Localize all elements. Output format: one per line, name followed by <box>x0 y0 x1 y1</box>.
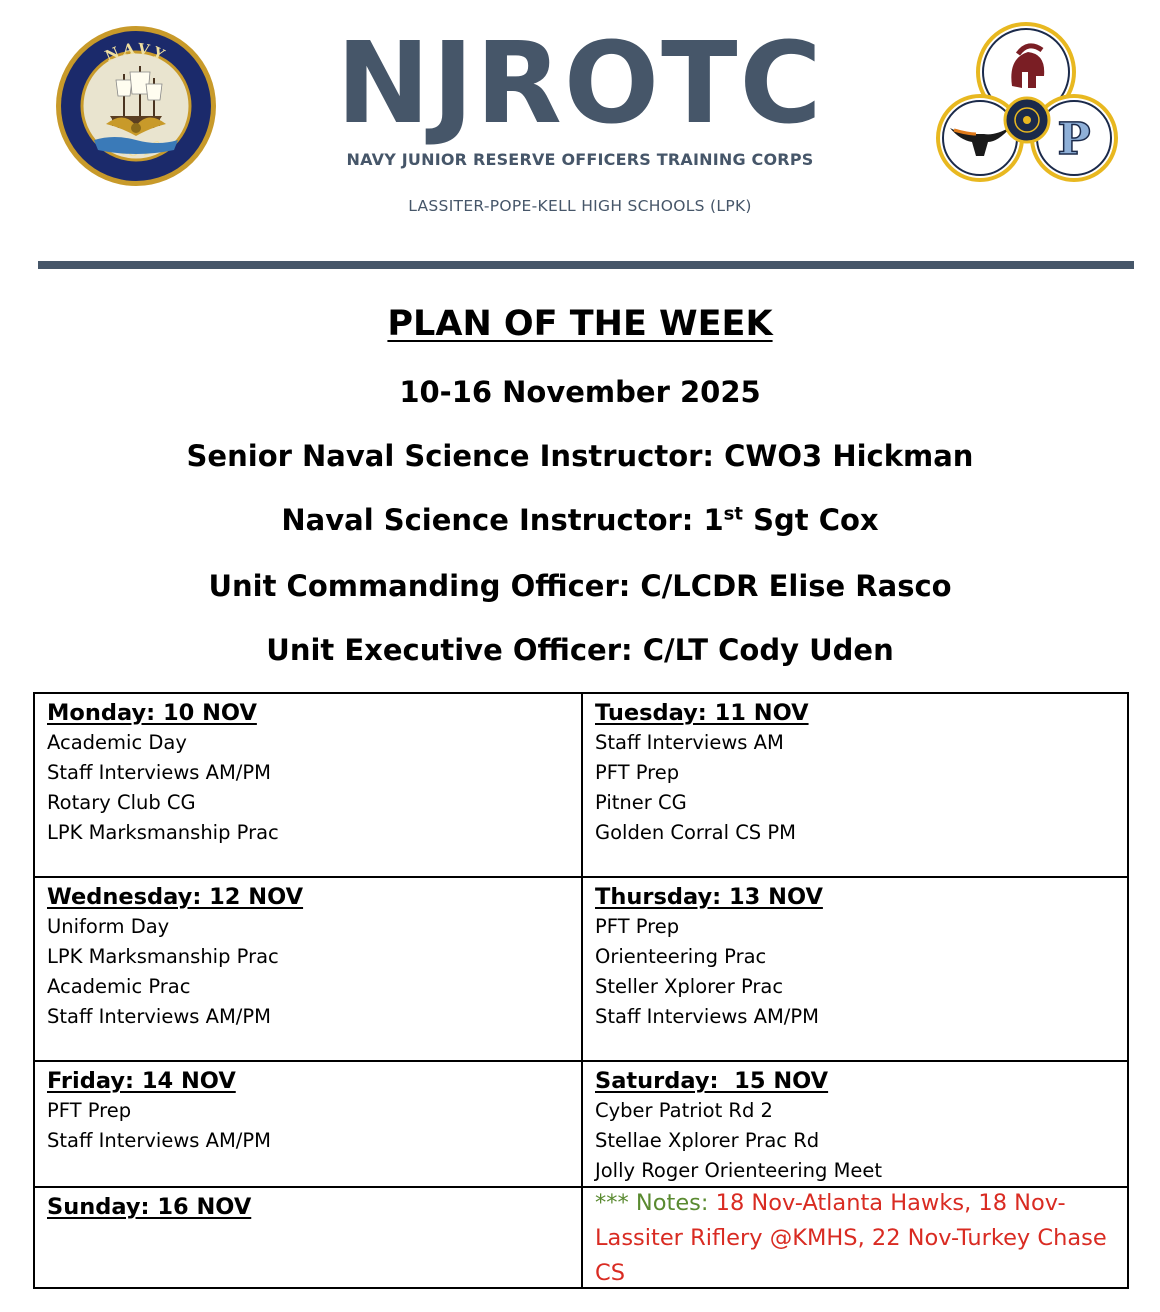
emblem-letter: P <box>1057 114 1091 165</box>
notes-body: 18 Nov-Atlanta Hawks, 18 Nov-Lassiter Riflery @KMHS, 22 Nov-Turkey Chase CS <box>595 1190 1107 1286</box>
three-school-emblem-icon <box>932 16 1122 182</box>
day-title-friday: Friday: 14 NOV <box>47 1068 236 1094</box>
list-item: Uniform Day <box>47 915 170 938</box>
list-item: PFT Prep <box>47 1099 132 1122</box>
list-item: PFT Prep <box>595 915 680 938</box>
notes-cell <box>583 1188 1127 1287</box>
nsi-suffix: Sgt Cox <box>743 503 879 537</box>
svg-text:NAVY: NAVY <box>102 39 170 66</box>
notes-text <box>595 1186 1127 1291</box>
plan-of-the-week-title: PLAN OF THE WEEK <box>387 304 773 344</box>
day-cell-friday <box>35 1062 581 1186</box>
commanding-officer: Unit Commanding Officer: C/LCDR Elise Rasco <box>208 569 952 603</box>
brand-block <box>260 14 900 215</box>
list-item: Jolly Roger Orienteering Meet <box>595 1159 883 1182</box>
list-item: Orienteering Prac <box>595 945 767 968</box>
day-cell-wednesday <box>35 878 581 1060</box>
day-cell-tuesday <box>583 694 1127 876</box>
day-title-saturday: Saturday: 15 NOV <box>595 1068 829 1094</box>
list-item: Staff Interviews AM/PM <box>47 761 271 784</box>
list-item: Staff Interviews AM/PM <box>47 1005 271 1028</box>
list-item: LPK Marksmanship Prac <box>47 821 279 844</box>
list-item: PFT Prep <box>595 761 680 784</box>
list-item: Academic Day <box>47 731 187 754</box>
nsi-ordinal: st <box>723 503 743 525</box>
list-item: Cyber Patriot Rd 2 <box>595 1099 773 1122</box>
list-item: Rotary Club CG <box>47 791 196 814</box>
school-name: LASSITER-POPE-KELL HIGH SCHOOLS (LPK) <box>408 197 752 215</box>
list-item: Staff Interviews AM/PM <box>47 1129 271 1152</box>
brand-title: NJROTC <box>336 19 824 149</box>
list-item: Staff Interviews AM/PM <box>595 1005 819 1028</box>
notes-prefix: *** Notes: <box>595 1190 716 1216</box>
day-cell-monday <box>35 694 581 876</box>
day-title-wednesday: Wednesday: 12 NOV <box>47 884 304 910</box>
day-title-monday: Monday: 10 NOV <box>47 700 257 726</box>
list-item: LPK Marksmanship Prac <box>47 945 279 968</box>
day-cell-sunday <box>35 1188 581 1287</box>
schedule-table <box>33 692 1129 1289</box>
day-cell-saturday <box>583 1062 1127 1186</box>
navy-jrotc-seal-icon <box>54 24 218 188</box>
list-item: Stellae Xplorer Prac Rd <box>595 1129 820 1152</box>
page-title <box>0 302 1160 346</box>
brand-subtitle: NAVY JUNIOR RESERVE OFFICERS TRAINING CORPS <box>346 150 814 169</box>
list-item: Steller Xplorer Prac <box>595 975 784 998</box>
header-divider <box>38 261 1134 269</box>
executive-officer: Unit Executive Officer: C/LT Cody Uden <box>266 633 894 667</box>
list-item: Pitner CG <box>595 791 687 814</box>
naval-science-instructor <box>0 500 1160 540</box>
senior-instructor: Senior Naval Science Instructor: CWO3 Hickman <box>186 439 974 473</box>
day-title-thursday: Thursday: 13 NOV <box>595 884 823 910</box>
nsi-prefix: Naval Science Instructor: 1 <box>281 503 724 537</box>
day-title-tuesday: Tuesday: 11 NOV <box>595 700 809 726</box>
day-title-sunday: Sunday: 16 NOV <box>47 1194 252 1220</box>
list-item: Staff Interviews AM <box>595 731 784 754</box>
week-dates: 10-16 November 2025 <box>399 375 761 409</box>
list-item: Golden Corral CS PM <box>595 821 796 844</box>
day-cell-thursday <box>583 878 1127 1060</box>
list-item: Academic Prac <box>47 975 191 998</box>
